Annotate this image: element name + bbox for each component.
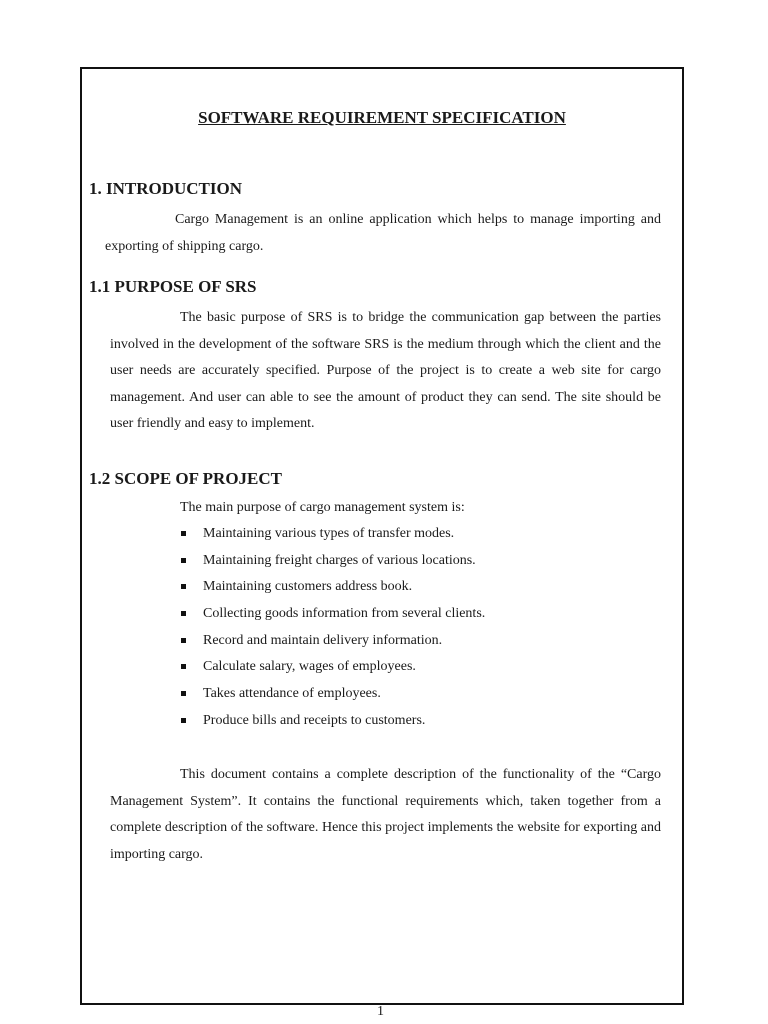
square-bullet-icon: [181, 664, 186, 669]
introduction-heading: 1. INTRODUCTION: [89, 179, 243, 198]
list-item-text: Takes attendance of employees.: [203, 686, 381, 702]
list-item: [180, 684, 485, 711]
scope-description-paragraph: This document contains a complete description of the functionality of the “Cargo Management System”. It contains the functional requirements which, taken together from a complete description of the software. Hence this project implements the website for exporting and importing cargo.: [110, 767, 661, 862]
list-item: [180, 604, 485, 631]
list-item: [180, 657, 485, 684]
square-bullet-icon: [181, 718, 186, 723]
list-item-text: Calculate salary, wages of employees.: [203, 659, 416, 675]
square-bullet-icon: [181, 611, 186, 616]
purpose-heading: 1.1 PURPOSE OF SRS: [89, 277, 257, 296]
square-bullet-icon: [181, 558, 186, 563]
scope-heading: 1.2 SCOPE OF PROJECT: [89, 469, 282, 488]
square-bullet-icon: [181, 531, 186, 536]
scope-bullet-list: [180, 524, 485, 738]
list-item-text: Maintaining various types of transfer modes.: [203, 526, 455, 541]
list-item-text: Maintaining freight charges of various locations.: [203, 552, 476, 568]
document-title: SOFTWARE REQUIREMENT SPECIFICATION: [198, 108, 566, 127]
list-item: [180, 631, 485, 658]
scope-lead-text: The main purpose of cargo management system is:: [180, 500, 465, 515]
list-item: [180, 551, 485, 578]
list-item-text: Maintaining customers address book.: [203, 579, 413, 595]
list-item: [180, 711, 485, 738]
list-item: [180, 524, 485, 551]
list-item-text: Record and maintain delivery information.: [203, 632, 443, 648]
square-bullet-icon: [181, 584, 186, 589]
list-item: [180, 577, 485, 604]
list-item-text: Collecting goods information from several clients.: [203, 606, 486, 622]
page-number: 1: [377, 1004, 384, 1019]
introduction-paragraph: Cargo Management is an online application which helps to manage importing and exporting of shipping cargo.: [105, 212, 661, 254]
purpose-paragraph: The basic purpose of SRS is to bridge the communication gap between the parties involved in the development of the software SRS is the medium through which the client and the user needs are accurately specified. Purpose of the project is to create a web site for cargo management. And user can able to see the amount of product they can send. The site should be user friendly and easy to implement.: [110, 310, 661, 432]
square-bullet-icon: [181, 691, 186, 696]
list-item-text: Produce bills and receipts to customers.: [203, 712, 426, 728]
square-bullet-icon: [181, 638, 186, 643]
